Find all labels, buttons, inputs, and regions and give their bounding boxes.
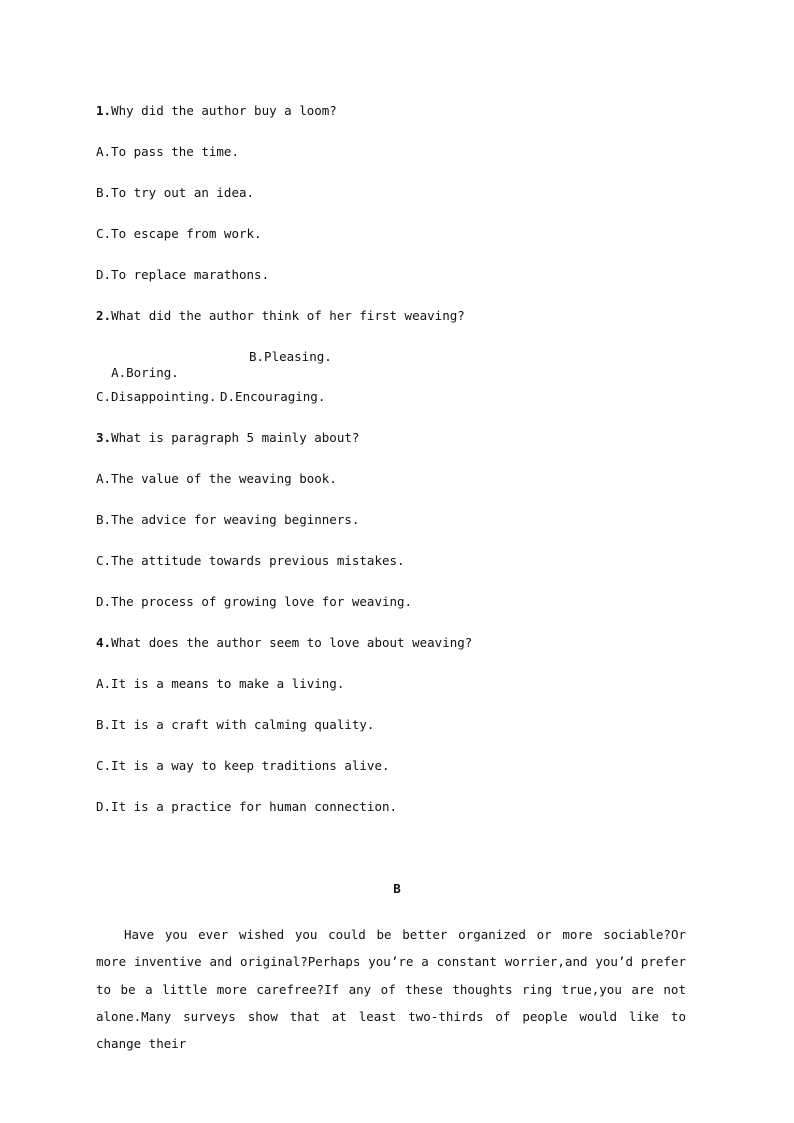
option-4c: C.It is a way to keep traditions alive. bbox=[96, 758, 390, 773]
question-number: 4. bbox=[96, 635, 112, 650]
option-3c: C.The attitude towards previous mistakes. bbox=[96, 553, 405, 568]
question-number: 2. bbox=[96, 308, 112, 323]
question-1 bbox=[96, 103, 337, 119]
question-text: What does the author seem to love about weaving? bbox=[111, 635, 473, 650]
option-1b: B.To try out an idea. bbox=[96, 185, 255, 200]
option-4a: A.It is a means to make a living. bbox=[96, 676, 345, 691]
option-4d: D.It is a practice for human connection. bbox=[96, 799, 398, 814]
question-text: What did the author think of her first weaving? bbox=[111, 308, 465, 323]
option-2a: A.Boring. bbox=[111, 365, 179, 380]
option-1c: C.To escape from work. bbox=[96, 226, 262, 241]
question-text: Why did the author buy a loom? bbox=[111, 103, 337, 118]
option-1d: D.To replace marathons. bbox=[96, 267, 270, 282]
option-1a bbox=[96, 349, 179, 381]
option-3b: B.The advice for weaving beginners. bbox=[96, 512, 360, 527]
option-3a: A.The value of the weaving book. bbox=[96, 471, 337, 486]
option-2c: C.Disappointing. bbox=[96, 389, 217, 404]
option-3d: D.The process of growing love for weaving. bbox=[96, 594, 413, 609]
passage-paragraph: Have you ever wished you could be better organized or more sociable?Or more inventive and original?Perhaps you’re a constant worrier,and you’d prefer to be a little more carefree?If any of these thoughts ring true,you are not alone.Many surveys show that at least two-thirds of people would like to change their bbox=[96, 927, 686, 1052]
section-title: B bbox=[393, 881, 401, 896]
question-2 bbox=[96, 308, 465, 324]
question-number: 3. bbox=[96, 430, 112, 445]
question-3 bbox=[96, 430, 359, 446]
option-2b: B.Pleasing. bbox=[249, 349, 332, 364]
option-4b: B.It is a craft with calming quality. bbox=[96, 717, 375, 732]
option-2d: D.Encouraging. bbox=[220, 389, 326, 404]
option-1a: A.To pass the time. bbox=[96, 144, 239, 159]
question-4 bbox=[96, 635, 472, 651]
question-number: 1. bbox=[96, 103, 112, 118]
question-text: What is paragraph 5 mainly about? bbox=[111, 430, 360, 445]
